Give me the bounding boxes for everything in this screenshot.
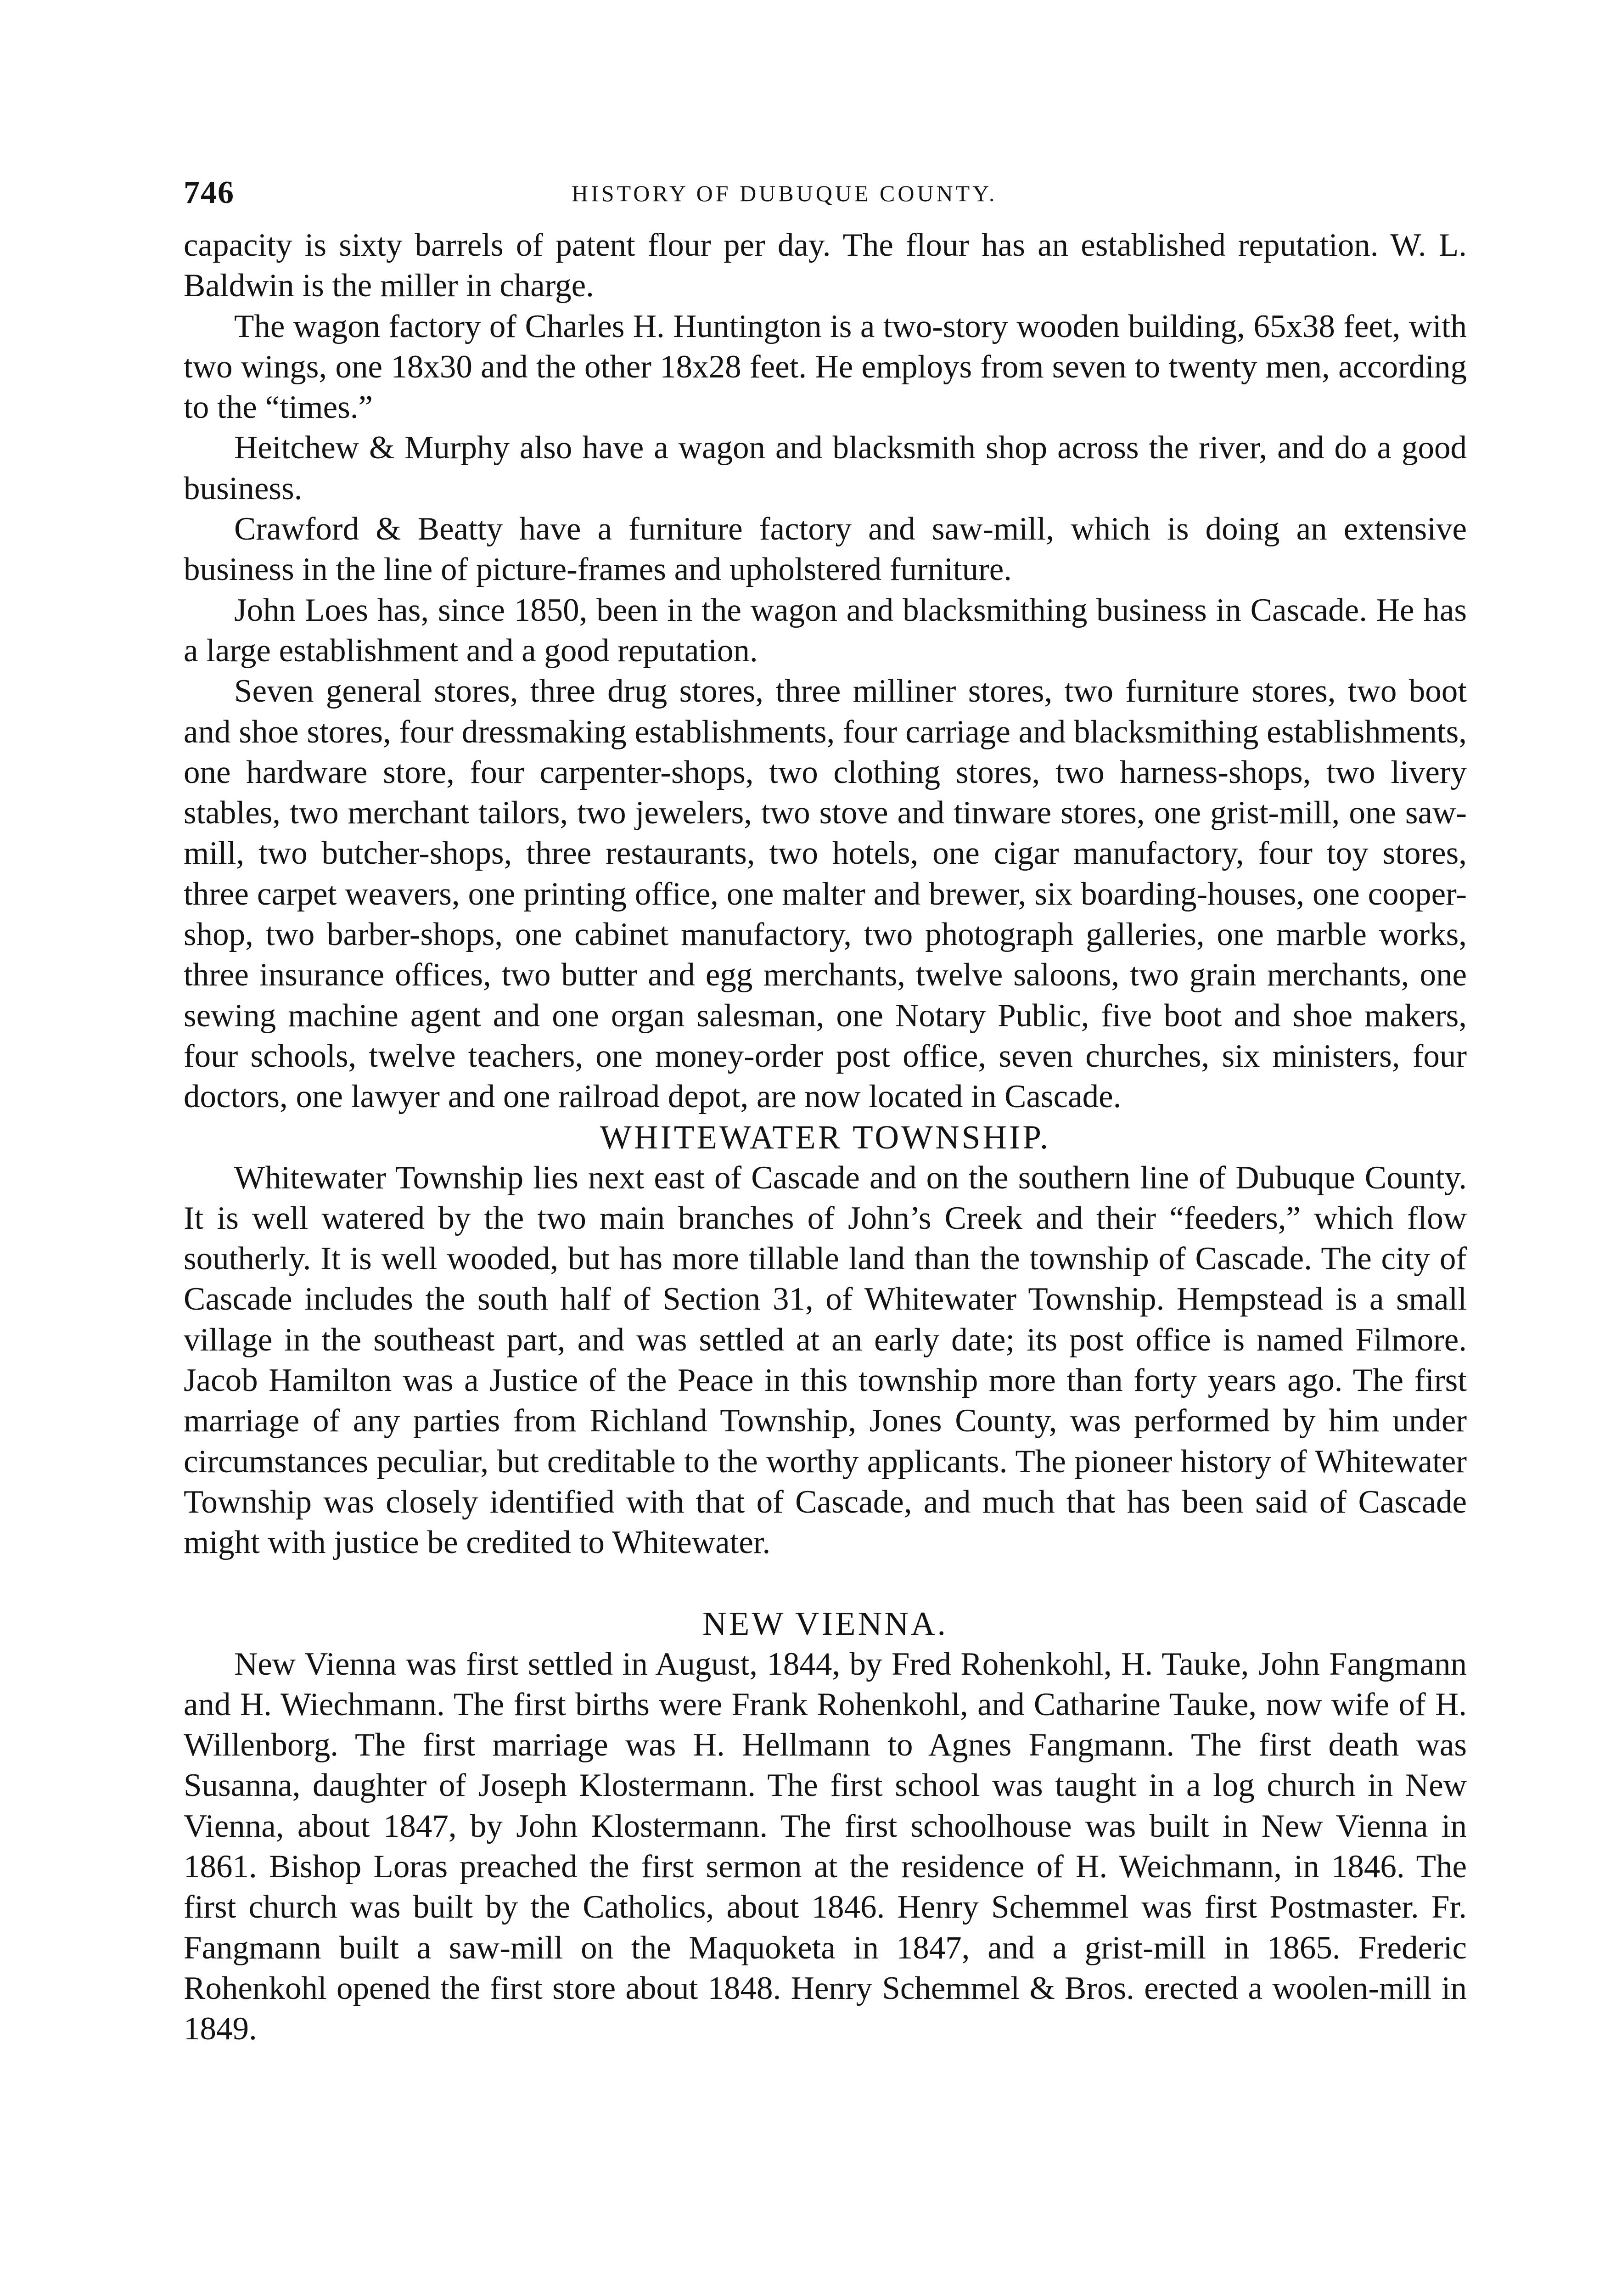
running-title: HISTORY OF DUBUQUE COUNTY. <box>572 180 998 206</box>
running-header <box>184 174 1467 225</box>
paragraph-wagon-factory: The wagon factory of Charles H. Huntington is a two-story wooden building, 65x38 feet, with two wings, one 18x30 and the other 18x28 feet. He employs from seven to twenty men, according to the “times.” <box>184 308 1467 426</box>
paragraph-new-vienna: New Vienna was first settled in August, 1844, by Fred Rohenkohl, H. Tauke, John Fangmann and H. Wiechmann. The first births were Frank Rohenkohl, and Catharine Tauke, now wife of H. Willenborg. The first marriage was H. Hellmann to Agnes Fangmann. The first death was Susanna, daughter of Joseph Klostermann. The first school was taught in a log church in New Vienna, about 1847, by John Klostermann. The first schoolhouse was built in New Vienna in 1861. Bishop Loras preached the first sermon at the residence of H. Weichmann, in 1846. The first church was built by the Catholics, about 1846. Henry Schemmel was first Postmaster. Fr. Fangmann built a saw-mill on the Maquoketa in 1847, and a grist-mill in 1865. Frederic Rohenkohl opened the first store about 1848. Henry Schemmel & Bros. erected a woolen-mill in 1849. <box>184 1646 1467 2047</box>
section-heading-new-vienna: NEW VIENNA. <box>702 1604 948 1642</box>
paragraph-heitchew-murphy: Heitchew & Murphy also have a wagon and blacksmith shop across the river, and do a good business. <box>184 430 1467 506</box>
book-page <box>184 174 1467 2049</box>
paragraph-john-loes: John Loes has, since 1850, been in the wagon and blacksmithing business in Cascade. He has a large establishment and a good reputation. <box>184 592 1467 669</box>
paragraph-whitewater: Whitewater Township lies next east of Cascade and on the southern line of Dubuque County. It is well watered by the two main branches of John’s Creek and their “feeders,” which flow southerly. It is well wooded, but has more tillable land than the township of Cascade. The city of Cascade includes the south half of Section 31, of Whitewater Township. Hempstead is a small village in the southeast part, and was settled at an early date; its post office is named Filmore. Jacob Hamilton was a Justice of the Peace in this township more than forty years ago. The first marriage of any parties from Richland Township, Jones County, was performed by him under circumstances peculiar, but creditable to the worthy applicants. The pioneer history of Whitewater Township was closely identified with that of Cascade, and much that has been said of Cascade might with justice be credited to Whitewater. <box>184 1159 1467 1561</box>
paragraph-crawford-beatty: Crawford & Beatty have a furniture factory and saw-mill, which is doing an extensive business in the line of picture-frames and upholstered furniture. <box>184 511 1467 588</box>
paragraph-flour-mill: capacity is sixty barrels of patent flour per day. The flour has an established reputation. W. L. Baldwin is the miller in charge. <box>184 227 1467 304</box>
section-heading-whitewater: WHITEWATER TOWNSHIP. <box>600 1118 1051 1156</box>
paragraph-cascade-businesses: Seven general stores, three drug stores, three milliner stores, two furniture stores, two boot and shoe stores, four dressmaking establishments, four carriage and blacksmithing establishments, one hardware store, four carpenter-shops, two clothing stores, two harness-shops, two livery stables, two merchant tailors, two jewelers, two stove and tinware stores, one grist-mill, one saw-mill, two butcher-shops, three restaurants, two hotels, one cigar manufactory, four toy stores, three carpet weavers, one printing office, one malter and brewer, six boarding-houses, one cooper-shop, two barber-shops, one cabinet manufactory, two photograph galleries, one marble works, three insurance offices, two butter and egg merchants, twelve saloons, two grain merchants, one sewing machine agent and one organ salesman, one Notary Public, five boot and shoe makers, four schools, twelve teachers, one money-order post office, seven churches, six ministers, four doctors, one lawyer and one railroad depot, are now located in Cascade. <box>184 673 1467 1115</box>
page-number: 746 <box>184 175 235 210</box>
